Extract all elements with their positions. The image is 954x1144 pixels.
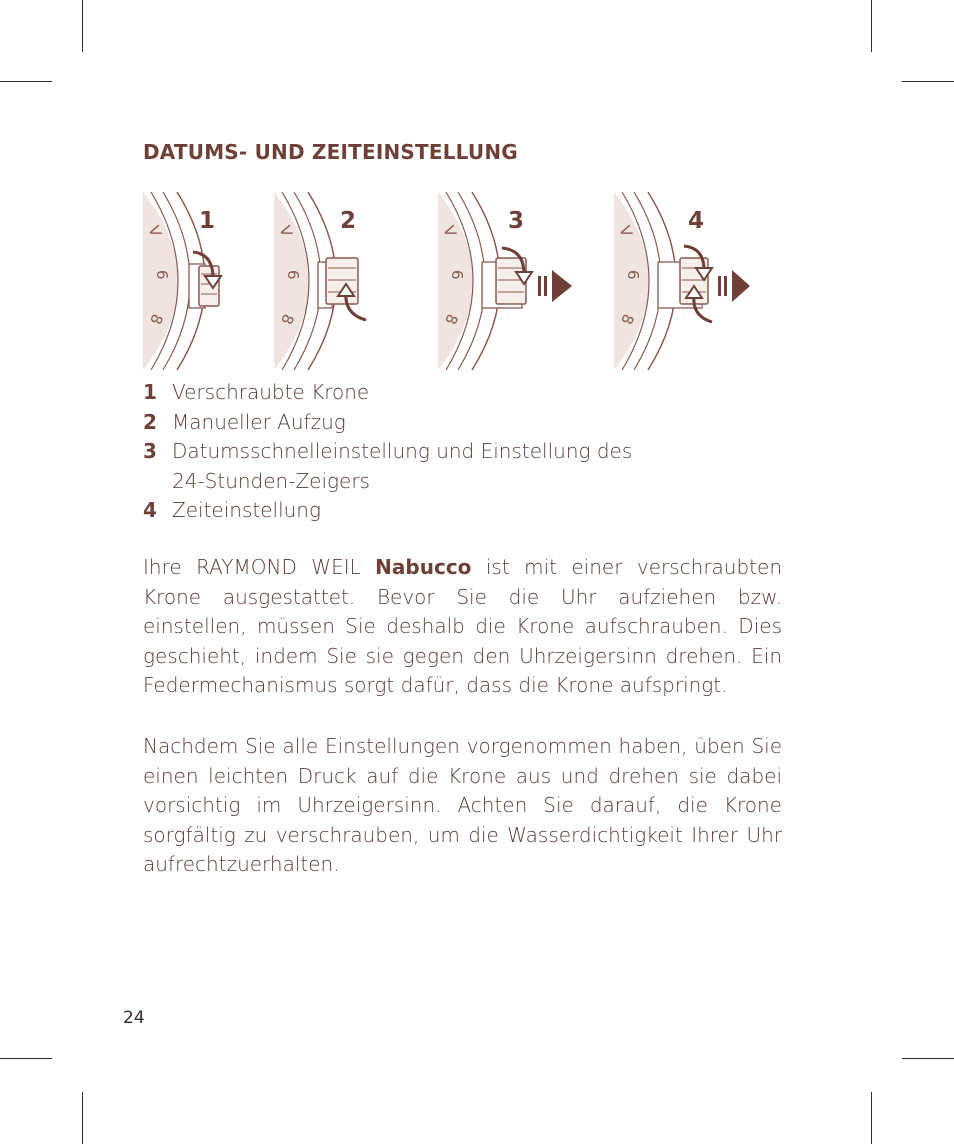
- svg-text:V: V: [615, 223, 636, 240]
- crop-mark-left-top: [0, 81, 52, 82]
- figure-manual-winding: [274, 192, 384, 370]
- svg-text:6: 6: [284, 270, 302, 280]
- crop-mark-bottom-left: [82, 1092, 83, 1144]
- paragraph-text: ist mit einer verschraubten Krone ausgestattet. Bevor Sie die Uhr aufziehen bzw. einstellen, müssen Sie deshalb die Krone aufschrauben. Dies geschieht, indem Sie sie gegen den Uhrzeigersinn drehen. Ein Federmechanismus sorgt dafür, dass die Krone aufspringt.: [143, 555, 782, 698]
- step-text: Datumsschnelleinstellung und Einstellung des 24-Stunden-Zeigers: [172, 439, 633, 493]
- step-number: 1: [143, 380, 157, 404]
- page-title: DATUMS- UND ZEITEINSTELLUNG: [143, 140, 518, 164]
- steps-list: [143, 378, 783, 526]
- crop-mark-top-right: [871, 0, 872, 52]
- crop-mark-bottom-right: [871, 1092, 872, 1144]
- list-item: [143, 496, 783, 526]
- body-paragraph-2: Nachdem Sie alle Einstellungen vorgenommen haben, üben Sie einen leichten Druck auf die Krone aus und drehen sie dabei vorsichtig im Uhrzeigersinn. Achten Sie darauf, die Krone sorgfältig zu verschrauben, um die Wasserdichtigkeit Ihrer Uhr aufrechtzuerhalten.: [143, 734, 782, 877]
- figure-label-4: 4: [688, 208, 705, 234]
- svg-text:8: 8: [146, 311, 167, 327]
- step-number: 4: [143, 498, 157, 522]
- watch-crown-illustration: [614, 192, 754, 370]
- paragraph-text: Ihre RAYMOND WEIL: [143, 555, 376, 579]
- page-number: 24: [123, 1008, 145, 1028]
- svg-text:V: V: [275, 223, 296, 240]
- crop-mark-right-bottom: [902, 1058, 954, 1059]
- list-item: [143, 408, 783, 438]
- list-item: [143, 437, 783, 496]
- model-name: Nabucco: [375, 555, 472, 579]
- figure-crown-screwed: [143, 192, 253, 370]
- crop-mark-right-top: [902, 81, 954, 82]
- step-text: Verschraubte Krone: [172, 380, 370, 404]
- list-item: [143, 378, 783, 408]
- step-text: Manueller Aufzug: [172, 409, 346, 434]
- svg-text:8: 8: [617, 311, 638, 327]
- svg-text:6: 6: [448, 270, 466, 280]
- step-text: Zeiteinstellung: [172, 498, 321, 522]
- watch-crown-illustration: [274, 192, 384, 370]
- svg-text:V: V: [144, 223, 165, 240]
- figure-time-setting: [614, 192, 754, 370]
- crop-mark-left-bottom: [0, 1058, 52, 1059]
- figure-label-3: 3: [508, 208, 525, 234]
- svg-text:6: 6: [624, 270, 642, 280]
- figure-date-setting: [438, 192, 578, 370]
- figure-label-2: 2: [340, 208, 357, 234]
- watch-crown-illustration: [143, 192, 253, 370]
- svg-text:8: 8: [441, 311, 462, 327]
- step-number: 3: [143, 439, 157, 463]
- svg-text:8: 8: [277, 311, 298, 327]
- figure-label-1: 1: [199, 208, 216, 234]
- crop-mark-top-left: [82, 0, 83, 52]
- svg-text:6: 6: [153, 270, 171, 280]
- step-number: 2: [143, 409, 157, 434]
- svg-text:V: V: [439, 223, 460, 240]
- body-paragraph-1: [143, 553, 782, 701]
